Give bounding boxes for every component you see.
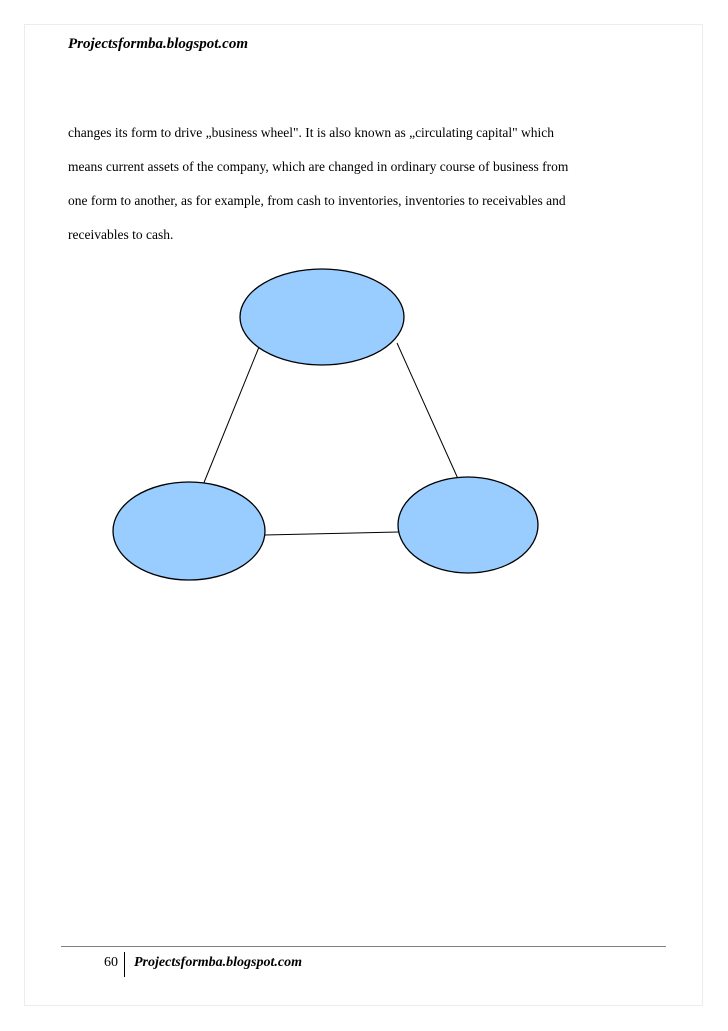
node-bottom-right bbox=[398, 477, 538, 573]
edge-top-to-left bbox=[203, 347, 259, 485]
header-title: Projectsformba.blogspot.com bbox=[68, 36, 248, 52]
body-line-2: means current assets of the company, which are changed in ordinary course of business from bbox=[68, 159, 569, 174]
edge-left-to-right bbox=[265, 532, 399, 535]
footer-title: Projectsformba.blogspot.com bbox=[134, 955, 302, 970]
body-line-3: one form to another, as for example, from cash to inventories, inventories to receivables and bbox=[68, 193, 566, 208]
footer-divider bbox=[124, 952, 125, 977]
edge-top-to-right bbox=[397, 343, 459, 481]
body-line-1: changes its form to drive „business wheel". It is also known as „circulating capital" which bbox=[68, 125, 555, 140]
body-line-4: receivables to cash. bbox=[68, 227, 174, 242]
footer-rule bbox=[61, 946, 666, 947]
footer-page-number: 60 bbox=[104, 955, 118, 970]
node-bottom-left bbox=[113, 482, 265, 580]
node-top bbox=[240, 269, 404, 365]
